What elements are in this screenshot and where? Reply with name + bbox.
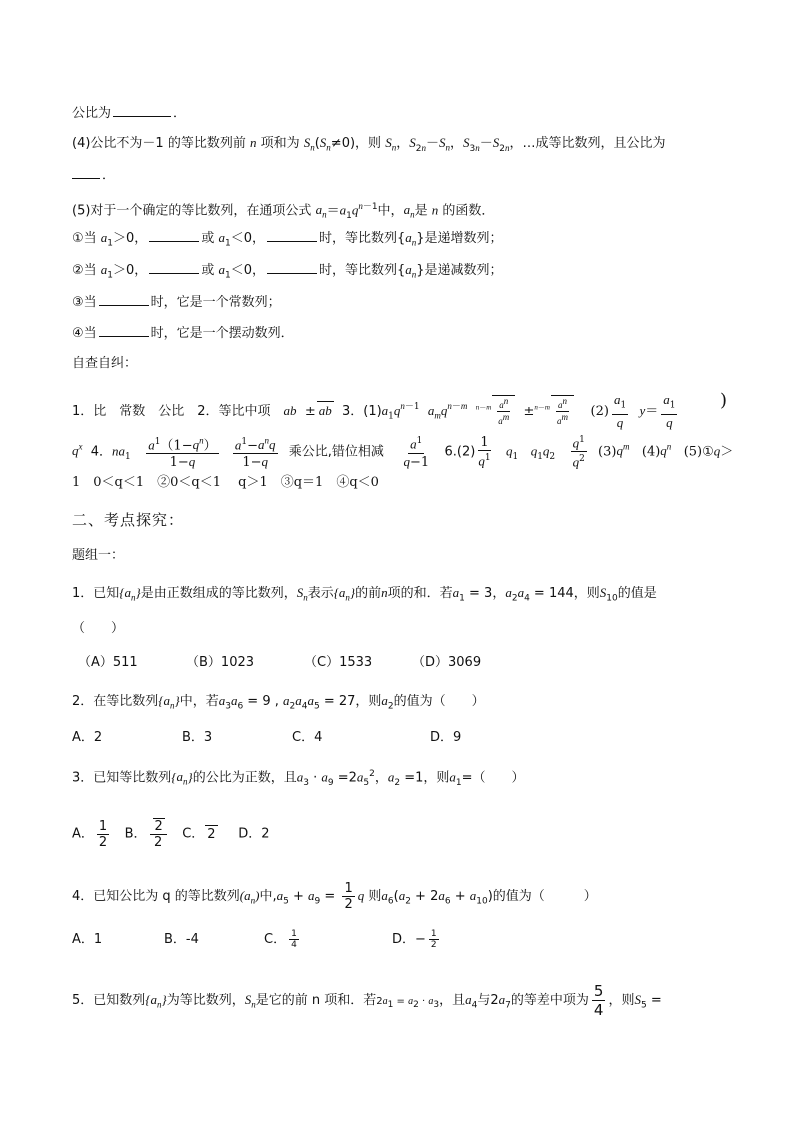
option-a[interactable]: A．1: [72, 932, 103, 947]
item-4: (4)公比不为－1 的等比数列前 n 项和为 $S_n(S_n\ne 0)$，则 $S_n$，$S_{2n}-S_n$，$S_{3n}-S_{2n}$，…成等比数列，且公比为: [72, 135, 666, 154]
answer-blank[interactable]: [149, 260, 199, 274]
text: 或: [201, 231, 219, 246]
option-b[interactable]: B．: [124, 826, 147, 842]
option-b[interactable]: B．-4: [164, 932, 199, 947]
option-d[interactable]: D．9: [430, 730, 462, 745]
text: (4)公比不为－1 的等比数列前: [72, 136, 250, 151]
answer-blank[interactable]: [149, 228, 199, 242]
item-5-2: ②当 $a_1>0$， 或 $a_1<0$， 时，等比数列$\{a_n\}$是递减数列；: [72, 262, 503, 281]
item-5-1: ①当 $a_1>0$， 或 $a_1<0$， 时，等比数列$\{a_n\}$是递增数列；: [72, 230, 503, 249]
question-1: 1．已知$\{a_n\}$是由正数组成的等比数列，$S_n$表示$\{a_n\}$的前n项的和．若$a_1 = 3$，$a_2a_4 = 144$，则$S_{10}$的值是: [72, 585, 657, 604]
option-b[interactable]: （B）1023: [186, 655, 255, 670]
text: 时，等比数列{: [318, 263, 406, 278]
text: 表示: [307, 586, 334, 601]
text: ，则: [355, 136, 386, 151]
question-1-paren: （ ）: [72, 621, 125, 636]
section-title: 二、考点探究：: [72, 511, 185, 529]
text: 是它的前 n 项和．若: [255, 993, 377, 1008]
question-1-options: [78, 654, 481, 672]
question-3: 3．已知等比数列$\{a_n\}$的公比为正数，且$a_3 \cdot a_9 =2a_5^2$，$a_2 =1$，则$a_1=$（ ）: [72, 769, 525, 788]
text: 项和为: [256, 136, 304, 151]
text: 1．比 常数 公比 2．等比中项: [72, 403, 284, 419]
text: 的公比为正数，且: [192, 770, 297, 786]
text: 中，若: [179, 694, 219, 709]
text: 则: [368, 889, 382, 904]
text: 5．已知数列: [72, 993, 146, 1008]
text: ±: [304, 403, 316, 419]
text: 的前: [355, 586, 382, 601]
text: ④当: [72, 326, 97, 341]
text: ③当: [72, 295, 97, 310]
text: (5)对于一个确定的等比数列，在通项公式: [72, 203, 316, 219]
text: 1．已知: [72, 586, 120, 601]
option-d[interactable]: D．: [392, 932, 416, 947]
text: 中，: [377, 203, 404, 219]
option-a[interactable]: （A）511: [78, 655, 138, 670]
item-5-4: [72, 323, 294, 343]
text: 4．已知公比为 q 的等比数列: [72, 889, 240, 904]
text: 6.(2): [444, 444, 476, 460]
text: 时，它是一个摆动数列．: [150, 326, 294, 341]
text: 乘公比,错位相减: [288, 444, 384, 460]
question-4-options: A．1 B．-4 C． $\frac{1}{4}$ D．− $\frac{1}{2}$: [72, 929, 437, 950]
option-a[interactable]: A．2: [72, 730, 103, 745]
answer-blank[interactable]: [267, 228, 317, 242]
text: }是递增数列；: [416, 231, 503, 246]
answer-blank[interactable]: [267, 260, 317, 274]
text: 与: [477, 993, 491, 1008]
question-4: 4．已知公比为 q 的等比数列$(a_n)$中$,a_5 + a_9$ = $\frac{1}{2}$ q 则$a_6(a_2 + 2a_6 + a_{10})$的值为（ ）: [72, 881, 597, 912]
blank-line: ．: [72, 165, 115, 185]
answer-blank[interactable]: [72, 165, 100, 179]
answer-blank[interactable]: [113, 103, 171, 117]
self-check-row-1: 1．比 常数 公比 2．等比中项 ab ± ab 3．$(1)a_1q^{n-1}$ $a_mq^{n-m}$ $^{n-m}$ $\frac{a^n}{a^m}$ ±$^{n-m}$ $\frac{a^n}{a^m}$ (2) $\frac{a_1}{q}$ y＝ $\frac{a_1}{q}$ ): [72, 390, 728, 430]
text: （ ）: [472, 770, 525, 786]
question-2: 2．在等比数列$\{a_n\}$中，若$a_3a_6 = 9$ , $a_2a_4a_5 = 27$，则$a_2$的值为（ ）: [72, 693, 485, 712]
option-d[interactable]: （D）3069: [412, 655, 482, 670]
option-c[interactable]: C．4: [292, 730, 323, 745]
self-check-row-2: $q^x$ 4．$na_1$ $\frac{a^1(1-q^n)}{1-q}$ $\frac{a^1-a^nq}{1-q}$ 乘公比,错位相减 $\frac{a^1}{q-1}$ 6.(2) $\frac{1}{q^1}$ $q_1$ $q_1q_2$ $\frac{q^1}{q^2}$ $(3)q^m$ $(4)q^n$ (5)①q＞: [72, 434, 734, 470]
text: ab: [283, 402, 297, 418]
answer-blank[interactable]: [99, 292, 149, 306]
text: ，…成等比数列，且公比为: [509, 136, 666, 151]
option-c[interactable]: C．: [182, 826, 205, 842]
text: 时，它是一个常数列；: [150, 295, 281, 310]
text: ，则: [423, 770, 450, 786]
text: 2．在等比数列: [72, 694, 159, 709]
option-d[interactable]: D．2: [238, 826, 270, 842]
text: 的等差中项为: [510, 993, 589, 1008]
text: 4．: [90, 444, 113, 460]
option-a[interactable]: A．: [72, 826, 94, 842]
option-c[interactable]: （C）1533: [304, 655, 373, 670]
text: 的值为（ ）: [393, 694, 485, 709]
text: 是由正数组成的等比数列，: [140, 586, 297, 601]
option-b[interactable]: B．3: [182, 730, 213, 745]
line-ratio-blank: 公比为 ．: [72, 103, 186, 123]
text: 的函数．: [438, 203, 495, 219]
text: 为等比数列，: [166, 993, 245, 1008]
text: 的值是: [617, 586, 657, 601]
option-c[interactable]: C．: [264, 932, 287, 947]
text: ，则: [573, 586, 600, 601]
text: 项的和．若: [387, 586, 453, 601]
text: 是: [414, 203, 432, 219]
question-5: 5．已知数列$\{a_n\}$为等比数列，$S_n$是它的前 n 项和．若$2a_1 = a_2 \cdot a_3$，且$a_4$与$2a_7$的等差中项为 $\frac{5}{4}$ ，则$S_5$ =: [72, 982, 662, 1019]
text: 的值为（ ）: [492, 889, 597, 904]
text: 公比为: [72, 106, 112, 121]
item-5: (5)对于一个确定的等比数列，在通项公式 $a_n=a_1q^{n-1}$中，$a_n$是 n 的函数．: [72, 201, 495, 221]
text: ①当: [72, 231, 101, 246]
text: 或: [201, 263, 219, 278]
question-3-options: A． $\frac{1}{2}$ B． $\frac{2}{2}$ C． 2 D．2: [72, 818, 270, 850]
self-check-row-3: 1 0＜q＜1 ②0＜q＜1 q＞1 ③q＝1 ④q＜0: [72, 475, 379, 490]
text: ，则: [608, 993, 635, 1008]
item-5-3: [72, 292, 281, 312]
text: ，则: [355, 694, 382, 709]
text: 中,: [259, 889, 277, 904]
group-title: 题组一：: [72, 548, 125, 563]
answer-blank[interactable]: [99, 323, 149, 337]
text: 3．已知等比数列: [72, 770, 172, 786]
question-2-options: [72, 729, 461, 747]
text: 时，等比数列{: [318, 231, 406, 246]
self-check-title: 自查自纠：: [72, 356, 138, 371]
text: ，且: [439, 993, 466, 1008]
text: }是递减数列；: [416, 263, 503, 278]
text: 3．(1): [341, 403, 382, 419]
